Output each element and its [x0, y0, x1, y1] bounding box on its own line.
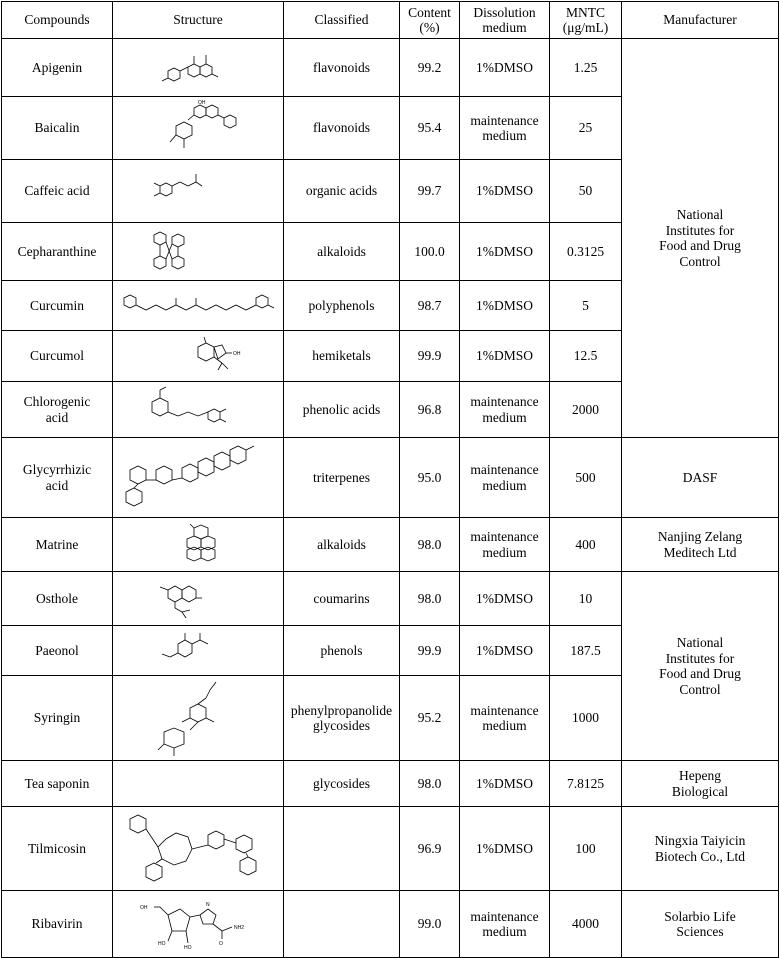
cell-content: 99.0	[400, 891, 460, 958]
cell-classified	[284, 807, 400, 891]
cell-compound: Tea saponin	[2, 761, 113, 807]
table-row	[2, 572, 779, 626]
cell-structure	[113, 891, 284, 958]
table-row	[2, 891, 779, 958]
cell-compound: Cepharanthine	[2, 223, 113, 281]
table-row	[2, 761, 779, 807]
cell-compound: Ribavirin	[2, 891, 113, 958]
header-compounds: Compounds	[2, 2, 113, 39]
cell-structure	[113, 160, 284, 223]
cell-content: 98.7	[400, 281, 460, 331]
cell-classified: flavonoids	[284, 97, 400, 160]
cell-classified: glycosides	[284, 761, 400, 807]
cell-manufacturer: National Institutes for Food and Drug Control	[622, 39, 779, 438]
paeonol-structure-icon	[138, 628, 258, 674]
cell-medium: 1%DMSO	[460, 807, 550, 891]
cell-medium: 1%DMSO	[460, 761, 550, 807]
cell-content: 95.0	[400, 438, 460, 518]
cell-mntc: 100	[550, 807, 622, 891]
cell-compound: Glycyrrhizic acid	[2, 438, 113, 518]
cell-medium: maintenance medium	[460, 676, 550, 761]
cell-compound: Apigenin	[2, 39, 113, 97]
header-structure: Structure	[113, 2, 284, 39]
curcumin-structure-icon	[116, 284, 281, 328]
cell-content: 98.0	[400, 572, 460, 626]
cell-content: 95.4	[400, 97, 460, 160]
cell-structure	[113, 761, 284, 807]
cell-content: 96.9	[400, 807, 460, 891]
cell-content: 98.0	[400, 518, 460, 572]
caffeic-acid-structure-icon	[138, 164, 258, 218]
cell-classified: flavonoids	[284, 39, 400, 97]
cell-content: 98.0	[400, 761, 460, 807]
chlorogenic-acid-structure-icon	[138, 384, 258, 436]
header-classified: Classified	[284, 2, 400, 39]
cell-medium: 1%DMSO	[460, 160, 550, 223]
cell-structure	[113, 382, 284, 438]
svg-text:O: O	[219, 941, 223, 947]
compounds-table	[1, 1, 779, 958]
cell-medium: 1%DMSO	[460, 626, 550, 676]
cell-manufacturer: Hepeng Biological	[622, 761, 779, 807]
table-row	[2, 807, 779, 891]
curcumol-structure-icon	[138, 333, 258, 379]
table-row	[2, 518, 779, 572]
cell-structure	[113, 223, 284, 281]
cell-medium: maintenance medium	[460, 891, 550, 958]
syringin-structure-icon	[138, 678, 258, 758]
cell-structure	[113, 438, 284, 518]
cell-classified: phenolic acids	[284, 382, 400, 438]
cell-mntc: 7.8125	[550, 761, 622, 807]
matrine-structure-icon	[138, 520, 258, 570]
ribavirin-structure-icon	[128, 893, 268, 955]
header-manufacturer: Manufacturer	[622, 2, 779, 39]
svg-text:HO: HO	[184, 945, 192, 951]
cell-mntc: 50	[550, 160, 622, 223]
header-row	[2, 2, 779, 39]
cell-mntc: 500	[550, 438, 622, 518]
cell-medium: 1%DMSO	[460, 331, 550, 382]
cell-manufacturer: Nanjing Zelang Meditech Ltd	[622, 518, 779, 572]
cell-compound: Caffeic acid	[2, 160, 113, 223]
svg-text:NH2: NH2	[234, 925, 245, 931]
cell-classified: triterpenes	[284, 438, 400, 518]
cell-compound: Matrine	[2, 518, 113, 572]
cell-classified: coumarins	[284, 572, 400, 626]
cell-compound: Chlorogenic acid	[2, 382, 113, 438]
cell-structure	[113, 39, 284, 97]
cell-mntc: 12.5	[550, 331, 622, 382]
cell-compound: Curcumin	[2, 281, 113, 331]
table-row	[2, 39, 779, 97]
apigenin-structure-icon	[138, 41, 258, 95]
glycyrrhizic-acid-structure-icon	[116, 440, 281, 516]
cell-classified: organic acids	[284, 160, 400, 223]
cell-mntc: 25	[550, 97, 622, 160]
cell-structure	[113, 572, 284, 626]
cell-structure	[113, 331, 284, 382]
cell-structure	[113, 518, 284, 572]
table-row	[2, 438, 779, 518]
cell-content: 96.8	[400, 382, 460, 438]
cell-content: 99.2	[400, 39, 460, 97]
cell-medium: maintenance medium	[460, 518, 550, 572]
svg-text:OH: OH	[140, 905, 148, 911]
header-mntc: MNTC (μg/mL)	[550, 2, 622, 39]
cell-classified: hemiketals	[284, 331, 400, 382]
tilmicosin-structure-icon	[116, 809, 281, 889]
cell-structure	[113, 807, 284, 891]
cell-content: 95.2	[400, 676, 460, 761]
cell-manufacturer: Ningxia Taiyicin Biotech Co., Ltd	[622, 807, 779, 891]
cell-content: 99.7	[400, 160, 460, 223]
cell-mntc: 187.5	[550, 626, 622, 676]
cell-structure	[113, 676, 284, 761]
cell-content: 100.0	[400, 223, 460, 281]
cell-classified: alkaloids	[284, 518, 400, 572]
cell-content: 99.9	[400, 626, 460, 676]
osthole-structure-icon	[138, 574, 258, 624]
cell-classified: phenylpropanolide glycosides	[284, 676, 400, 761]
cell-mntc: 5	[550, 281, 622, 331]
cell-structure	[113, 281, 284, 331]
cepharanthine-structure-icon	[138, 225, 258, 279]
cell-structure	[113, 97, 284, 160]
cell-medium: maintenance medium	[460, 438, 550, 518]
cell-compound: Tilmicosin	[2, 807, 113, 891]
header-dissolution: Dissolution medium	[460, 2, 550, 39]
cell-mntc: 1000	[550, 676, 622, 761]
svg-text:N: N	[206, 902, 210, 908]
cell-compound: Osthole	[2, 572, 113, 626]
svg-text:OH: OH	[198, 100, 206, 106]
cell-medium: 1%DMSO	[460, 39, 550, 97]
cell-compound: Syringin	[2, 676, 113, 761]
cell-medium: 1%DMSO	[460, 572, 550, 626]
cell-medium: 1%DMSO	[460, 223, 550, 281]
cell-compound: Curcumol	[2, 331, 113, 382]
cell-mntc: 10	[550, 572, 622, 626]
cell-classified	[284, 891, 400, 958]
cell-manufacturer: National Institutes for Food and Drug Control	[622, 572, 779, 761]
header-content: Content (%)	[400, 2, 460, 39]
cell-compound: Baicalin	[2, 97, 113, 160]
cell-mntc: 1.25	[550, 39, 622, 97]
cell-mntc: 4000	[550, 891, 622, 958]
svg-text:OH: OH	[233, 351, 241, 357]
cell-mntc: 2000	[550, 382, 622, 438]
baicalin-structure-icon	[138, 98, 258, 158]
cell-classified: alkaloids	[284, 223, 400, 281]
cell-medium: maintenance medium	[460, 97, 550, 160]
cell-structure	[113, 626, 284, 676]
svg-text:HO: HO	[158, 941, 166, 947]
cell-content: 99.9	[400, 331, 460, 382]
cell-medium: 1%DMSO	[460, 281, 550, 331]
cell-medium: maintenance medium	[460, 382, 550, 438]
cell-classified: phenols	[284, 626, 400, 676]
cell-manufacturer: Solarbio Life Sciences	[622, 891, 779, 958]
cell-manufacturer: DASF	[622, 438, 779, 518]
cell-classified: polyphenols	[284, 281, 400, 331]
cell-mntc: 400	[550, 518, 622, 572]
cell-compound: Paeonol	[2, 626, 113, 676]
cell-mntc: 0.3125	[550, 223, 622, 281]
